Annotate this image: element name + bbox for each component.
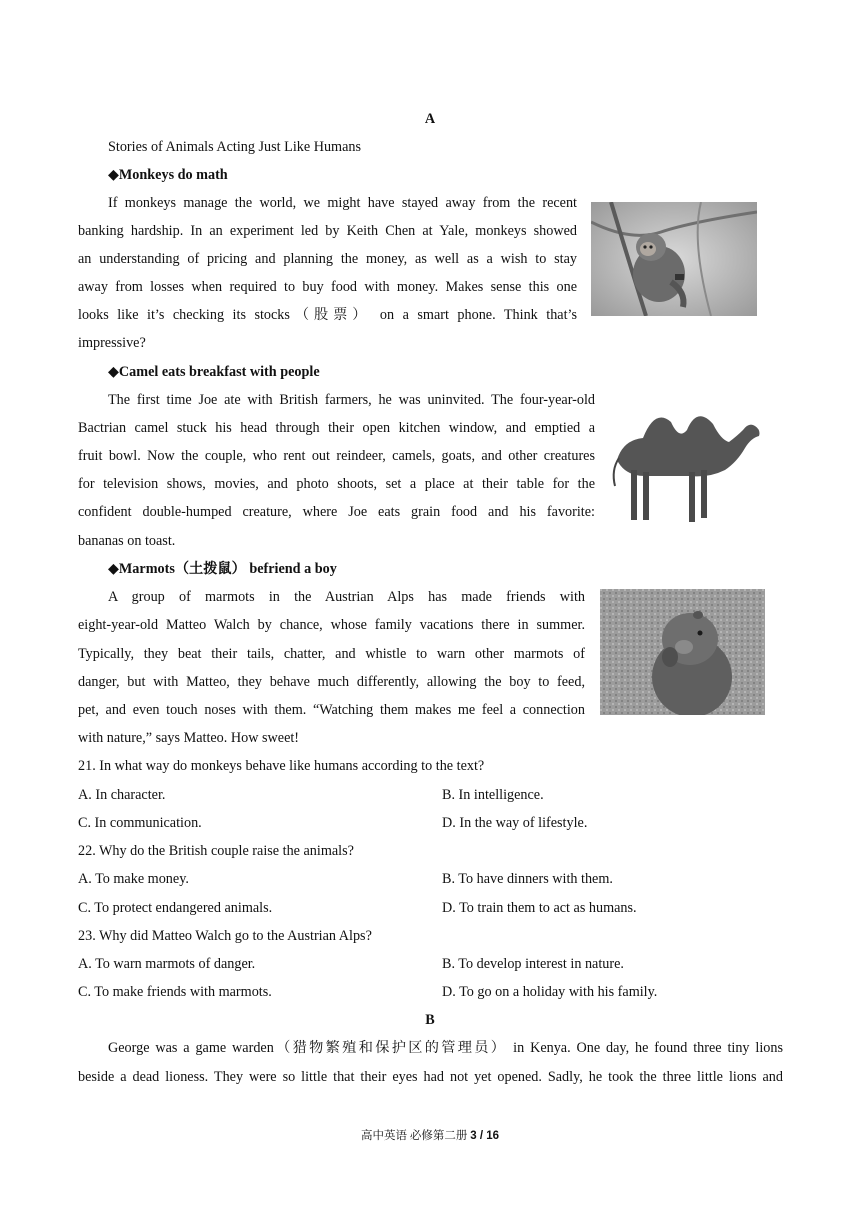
monkey-photo xyxy=(591,202,757,316)
footer-text: 高中英语 必修第二册 xyxy=(360,1130,471,1142)
camel-line-6: bananas on toast. xyxy=(78,533,176,549)
monkeys-line-1: If monkeys manage the world, we might have stayed away from the recent xyxy=(108,195,577,211)
question-22-option-c: C. To protect endangered animals. xyxy=(78,900,273,916)
marmots-line-5: pet, and even touch noses with them. “Watching them makes me feel a connection xyxy=(78,702,585,718)
question-22-option-a: A. To make money. xyxy=(78,871,189,887)
question-21-option-c: C. In communication. xyxy=(78,815,202,831)
section-a-heading: A xyxy=(424,111,436,127)
marmot-photo xyxy=(600,589,765,715)
question-21-option-b: B. In intelligence. xyxy=(442,787,544,803)
camel-heading: ◆Camel eats breakfast with people xyxy=(108,364,320,380)
marmots-line-1: A group of marmots in the Austrian Alps has made friends with xyxy=(108,589,585,605)
question-23-option-a: A. To warn marmots of danger. xyxy=(78,956,256,972)
monkeys-line-3: an understanding of pricing and planning the money, as well as a wish to stay xyxy=(78,251,577,267)
question-21-option-d: D. In the way of lifestyle. xyxy=(442,815,588,831)
section-b-line-1: George was a game warden（猎物繁殖和保护区的管理员） in Kenya. One day, he found three tiny lions xyxy=(108,1040,783,1056)
marmots-heading: ◆Marmots（土拨鼠） befriend a boy xyxy=(108,561,337,577)
camel-line-3: fruit bowl. Now the couple, who rent out reindeer, camels, goats, and other creatures xyxy=(78,448,595,464)
monkeys-heading: ◆Monkeys do math xyxy=(108,167,228,183)
camel-line-4: for television shows, movies, and photo shoots, set a place at their table for the xyxy=(78,476,595,492)
camel-line-5: confident double-humped creature, where Joe eats grain food and his favorite: xyxy=(78,504,595,520)
marmots-line-2: eight-year-old Matteo Walch by chance, whose family vacations there in summer. xyxy=(78,617,585,633)
page-number: 3 / 16 xyxy=(470,1130,500,1142)
camel-line-1: The first time Joe ate with British farmers, he was uninvited. The four-year-old xyxy=(108,392,595,408)
question-22-option-b: B. To have dinners with them. xyxy=(442,871,613,887)
marmots-line-6: with nature,” says Matteo. How sweet! xyxy=(78,730,300,746)
question-22-stem: 22. Why do the British couple raise the animals? xyxy=(78,843,354,859)
passage-title: Stories of Animals Acting Just Like Humans xyxy=(108,139,361,155)
page-footer xyxy=(0,1128,860,1144)
question-21-option-a: A. In character. xyxy=(78,787,166,803)
monkeys-line-2: banking hardship. In an experiment led by Keith Chen at Yale, monkeys showed xyxy=(78,223,577,239)
marmots-line-3: Typically, they beat their tails, chatter, and whistle to warn other marmots of xyxy=(78,646,585,662)
camel-photo xyxy=(605,400,765,527)
section-b-line-2: beside a dead lioness. They were so little that their eyes had not yet opened. Sadly, he took the three little lions and xyxy=(78,1069,783,1085)
question-23-option-c: C. To make friends with marmots. xyxy=(78,984,272,1000)
question-21-stem: 21. In what way do monkeys behave like humans according to the text? xyxy=(78,758,485,774)
monkeys-line-6: impressive? xyxy=(78,335,146,351)
question-23-stem: 23. Why did Matteo Walch go to the Austrian Alps? xyxy=(78,928,372,944)
question-23-option-d: D. To go on a holiday with his family. xyxy=(442,984,658,1000)
camel-line-2: Bactrian camel stuck his head through their open kitchen window, and emptied a xyxy=(78,420,595,436)
monkeys-line-5: looks like it’s checking its stocks（股票） on a smart phone. Think that’s xyxy=(78,307,577,323)
question-23-option-b: B. To develop interest in nature. xyxy=(442,956,624,972)
question-22-option-d: D. To train them to act as humans. xyxy=(442,900,637,916)
marmots-line-4: danger, but with Matteo, they behave much differently, allowing the boy to feed, xyxy=(78,674,585,690)
monkeys-line-4: away from losses when required to buy food with money. Makes sense this one xyxy=(78,279,577,295)
section-b-heading: B xyxy=(425,1012,435,1028)
